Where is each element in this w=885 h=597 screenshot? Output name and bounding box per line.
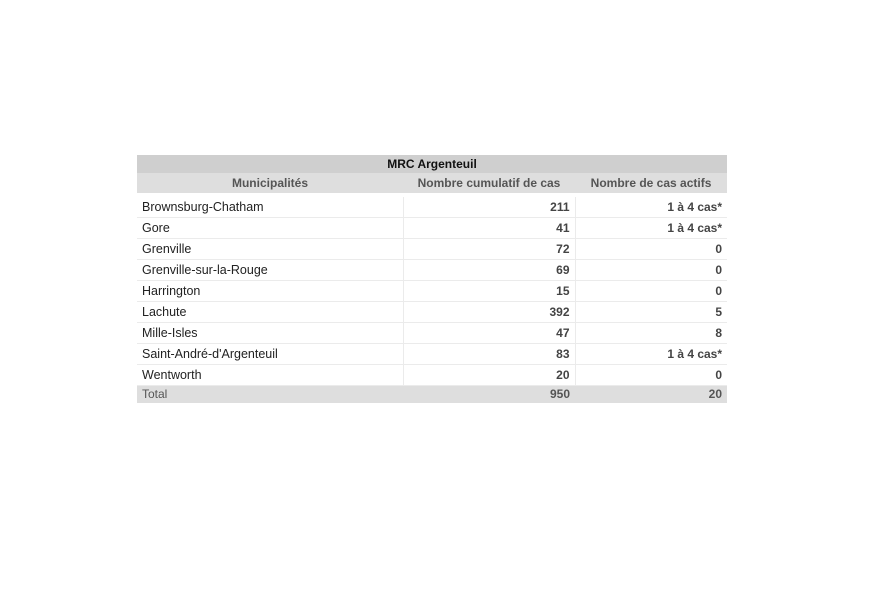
cumulative-cell: 15: [403, 281, 575, 302]
header-active-cases: Nombre de cas actifs: [575, 173, 727, 193]
municipality-cell: Brownsburg-Chatham: [137, 197, 403, 218]
header-municipalities: Municipalités: [137, 173, 403, 193]
cumulative-cell: 20: [403, 365, 575, 386]
municipality-cell: Mille-Isles: [137, 323, 403, 344]
table-header-row: [137, 173, 727, 193]
municipality-cell: Lachute: [137, 302, 403, 323]
cases-table-container: [137, 155, 727, 403]
cases-table: [137, 155, 727, 403]
table-row: [137, 197, 727, 218]
table-row: [137, 323, 727, 344]
table-title: MRC Argenteuil: [137, 155, 727, 173]
municipality-cell: Grenville-sur-la-Rouge: [137, 260, 403, 281]
table-row: [137, 365, 727, 386]
municipality-cell: Gore: [137, 218, 403, 239]
cumulative-cell: 72: [403, 239, 575, 260]
active-cell: 0: [575, 281, 727, 302]
active-cell: 1 à 4 cas*: [575, 344, 727, 365]
table-row: [137, 239, 727, 260]
table-body: [137, 197, 727, 403]
table-row: [137, 302, 727, 323]
cumulative-cell: 83: [403, 344, 575, 365]
cumulative-cell: 392: [403, 302, 575, 323]
active-cell: 0: [575, 239, 727, 260]
municipality-cell: Grenville: [137, 239, 403, 260]
table-title-row: [137, 155, 727, 173]
total-cumulative: 950: [403, 386, 575, 404]
municipality-cell: Harrington: [137, 281, 403, 302]
header-cumulative-cases: Nombre cumulatif de cas: [403, 173, 575, 193]
table-row: [137, 218, 727, 239]
total-row: [137, 386, 727, 404]
municipality-cell: Wentworth: [137, 365, 403, 386]
total-label: Total: [137, 386, 403, 404]
active-cell: 5: [575, 302, 727, 323]
cumulative-cell: 47: [403, 323, 575, 344]
table-row: [137, 260, 727, 281]
municipality-cell: Saint-André-d'Argenteuil: [137, 344, 403, 365]
cumulative-cell: 69: [403, 260, 575, 281]
table-row: [137, 344, 727, 365]
active-cell: 1 à 4 cas*: [575, 197, 727, 218]
cumulative-cell: 41: [403, 218, 575, 239]
active-cell: 0: [575, 260, 727, 281]
active-cell: 8: [575, 323, 727, 344]
total-active: 20: [575, 386, 727, 404]
active-cell: 1 à 4 cas*: [575, 218, 727, 239]
cumulative-cell: 211: [403, 197, 575, 218]
table-row: [137, 281, 727, 302]
active-cell: 0: [575, 365, 727, 386]
